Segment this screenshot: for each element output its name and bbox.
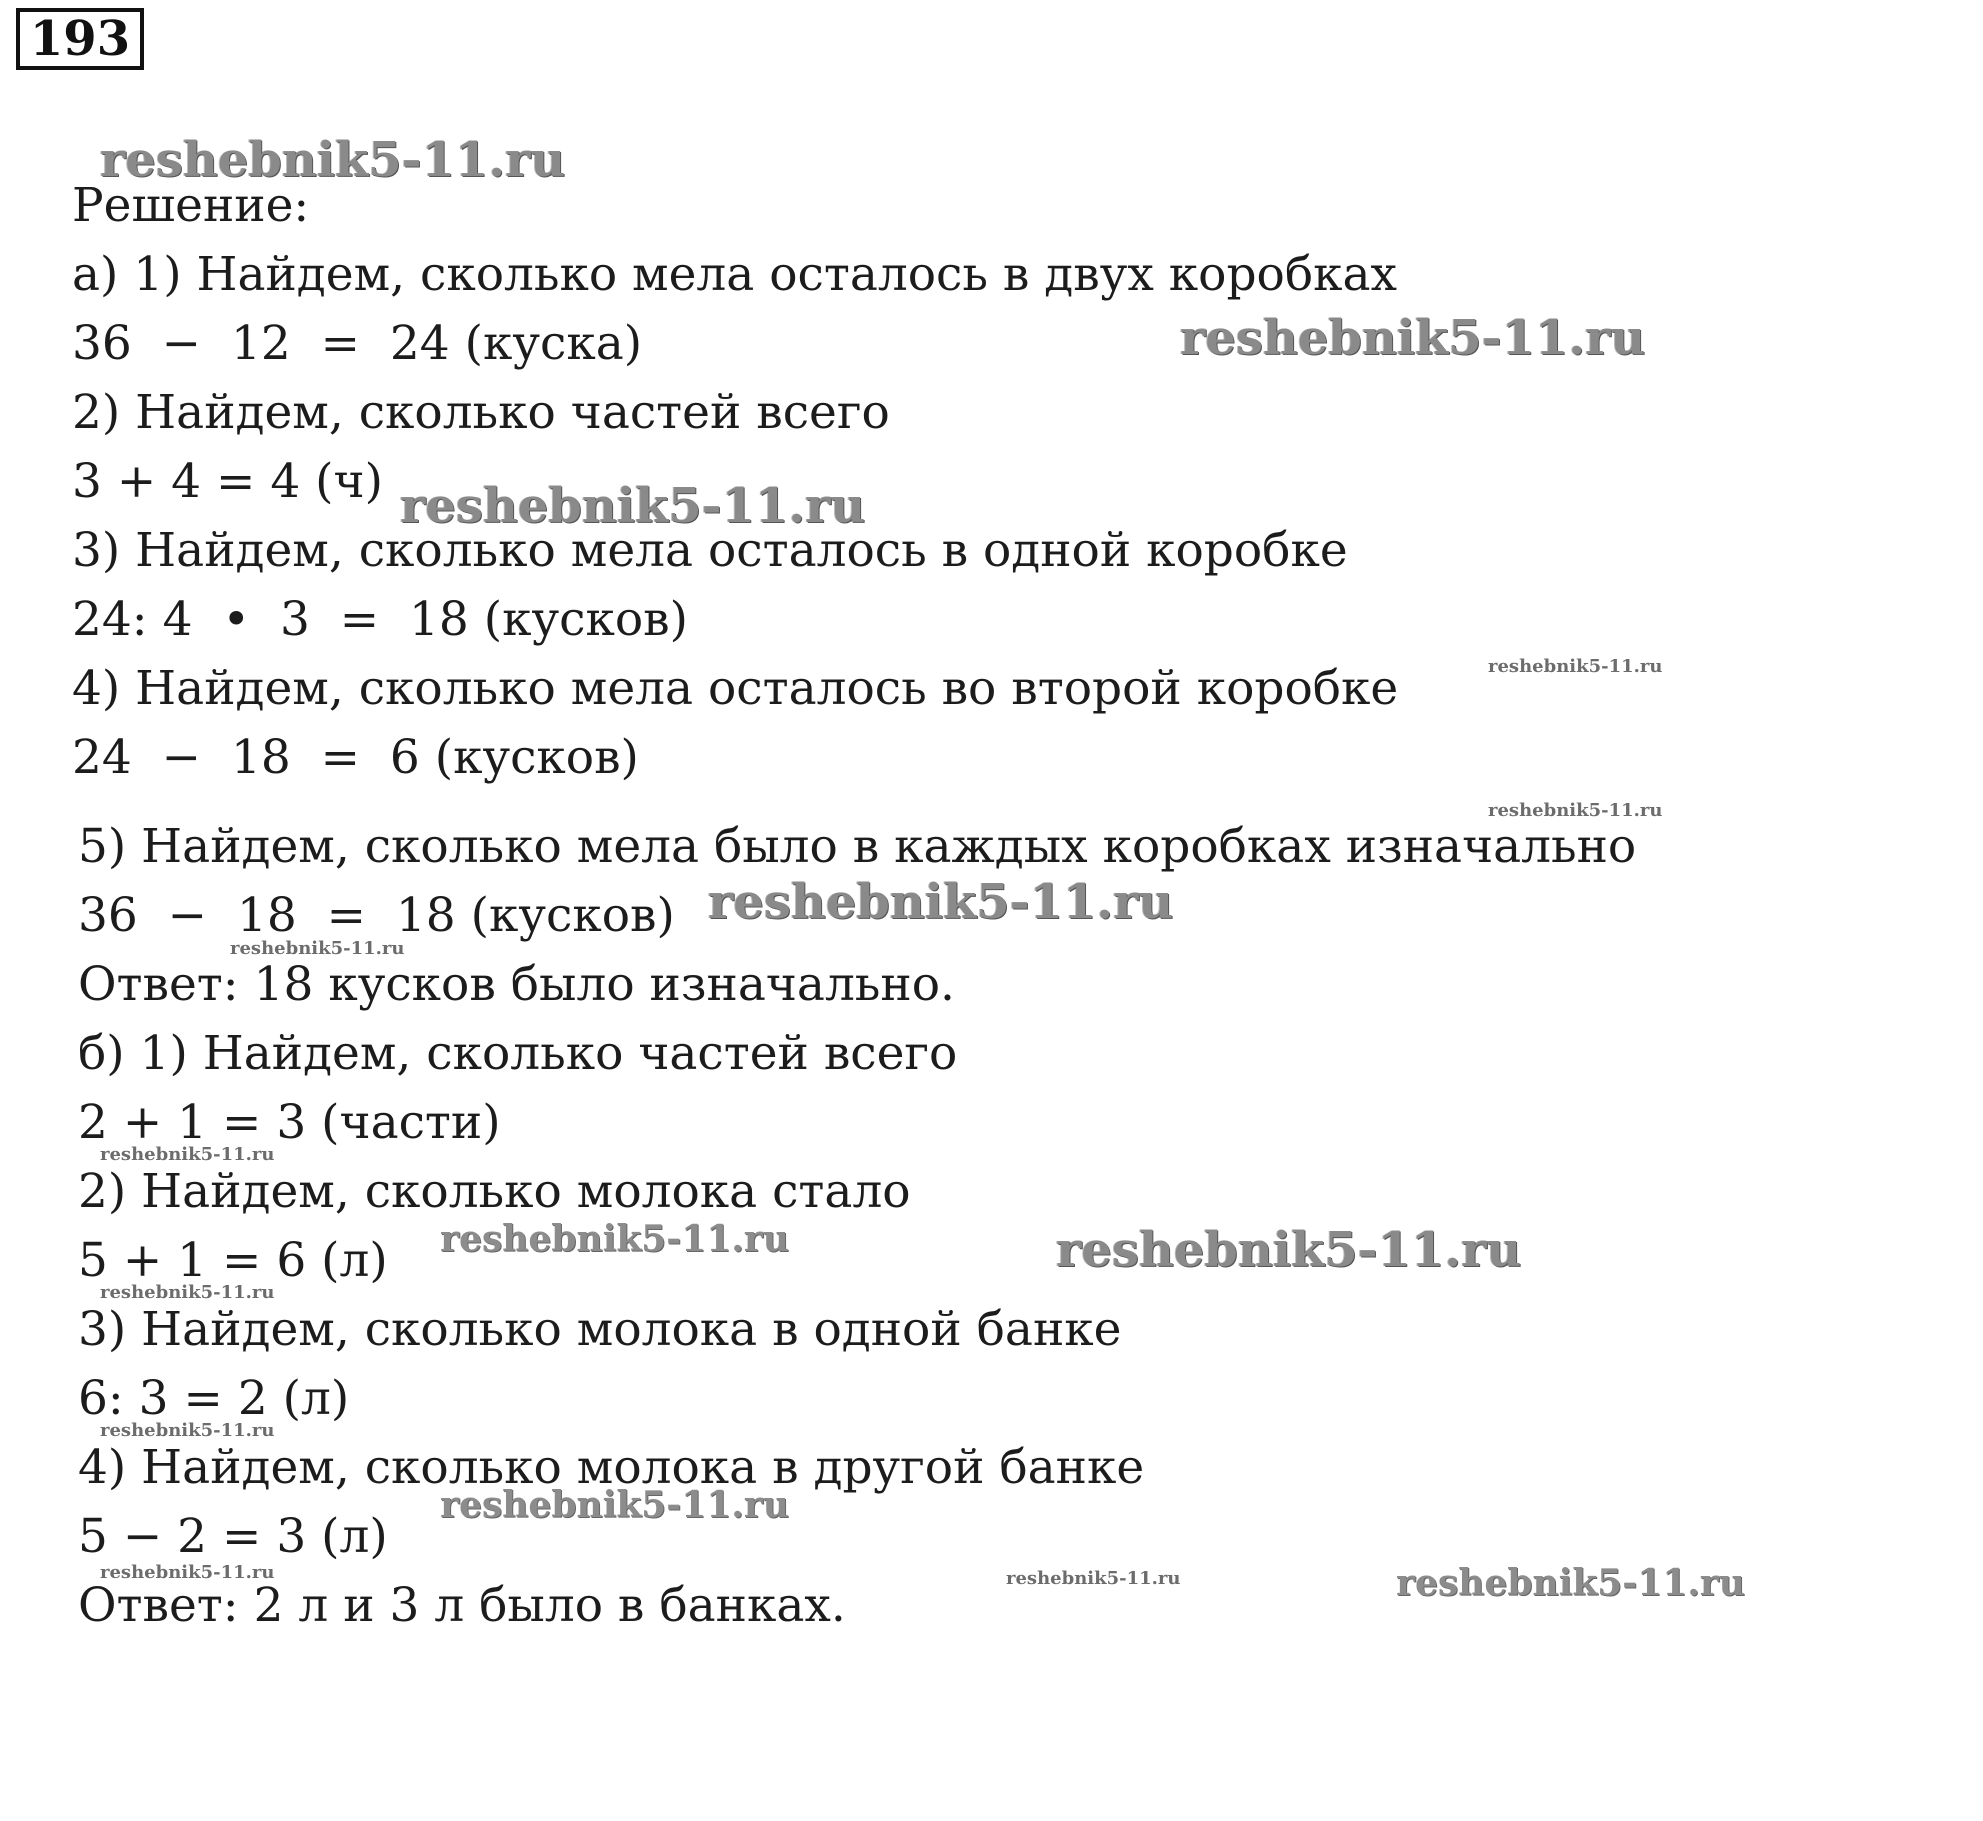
- solution-line: 3) Найдем, сколько молока в одной банке: [78, 1302, 1122, 1357]
- watermark: reshebnik5-11.ru: [1006, 1568, 1181, 1589]
- watermark: reshebnik5-11.ru: [440, 1484, 789, 1526]
- solution-line: 24: 4 • 3 = 18 (кусков): [72, 592, 688, 647]
- watermark: reshebnik5-11.ru: [230, 938, 405, 959]
- solution-line: 5) Найдем, сколько мела было в каждых коробках изначально: [78, 819, 1637, 874]
- solution-line: 3 + 4 = 4 (ч): [72, 454, 383, 509]
- watermark: reshebnik5-11.ru: [1488, 800, 1663, 821]
- solution-line: 2) Найдем, сколько частей всего: [72, 385, 890, 440]
- watermark: reshebnik5-11.ru: [1180, 310, 1646, 366]
- answer-line: Ответ: 2 л и 3 л было в банках.: [78, 1578, 846, 1633]
- watermark: reshebnik5-11.ru: [100, 1282, 275, 1303]
- solution-line: 5 − 2 = 3 (л): [78, 1509, 388, 1564]
- solution-heading: Решение:: [72, 178, 310, 233]
- solution-line: 2) Найдем, сколько молока стало: [78, 1164, 911, 1219]
- watermark: reshebnik5-11.ru: [1056, 1222, 1522, 1278]
- solution-line: а) 1) Найдем, сколько мела осталось в двух коробках: [72, 247, 1398, 302]
- watermark: reshebnik5-11.ru: [100, 1562, 275, 1583]
- watermark: reshebnik5-11.ru: [400, 478, 866, 534]
- solution-line: 4) Найдем, сколько мела осталось во второй коробке: [72, 661, 1399, 716]
- watermark: reshebnik5-11.ru: [440, 1218, 789, 1260]
- watermark: reshebnik5-11.ru: [708, 874, 1174, 930]
- watermark: reshebnik5-11.ru: [100, 1420, 275, 1441]
- solution-line: 24 − 18 = 6 (кусков): [72, 730, 639, 785]
- solution-line: 2 + 1 = 3 (части): [78, 1095, 501, 1150]
- solution-line: 36 − 12 = 24 (куска): [72, 316, 643, 371]
- solution-line: 4) Найдем, сколько молока в другой банке: [78, 1440, 1145, 1495]
- watermark: reshebnik5-11.ru: [100, 1144, 275, 1165]
- solution-line: 5 + 1 = 6 (л): [78, 1233, 388, 1288]
- solution-line: б) 1) Найдем, сколько частей всего: [78, 1026, 958, 1081]
- watermark: reshebnik5-11.ru: [100, 132, 566, 188]
- watermark: reshebnik5-11.ru: [1488, 656, 1663, 677]
- solution-line: 6: 3 = 2 (л): [78, 1371, 350, 1426]
- solution-line: 3) Найдем, сколько мела осталось в одной коробке: [72, 523, 1348, 578]
- problem-number: 193: [16, 8, 144, 70]
- answer-line: Ответ: 18 кусков было изначально.: [78, 957, 955, 1012]
- watermark: reshebnik5-11.ru: [1396, 1562, 1745, 1604]
- solution-line: 36 − 18 = 18 (кусков): [78, 888, 675, 943]
